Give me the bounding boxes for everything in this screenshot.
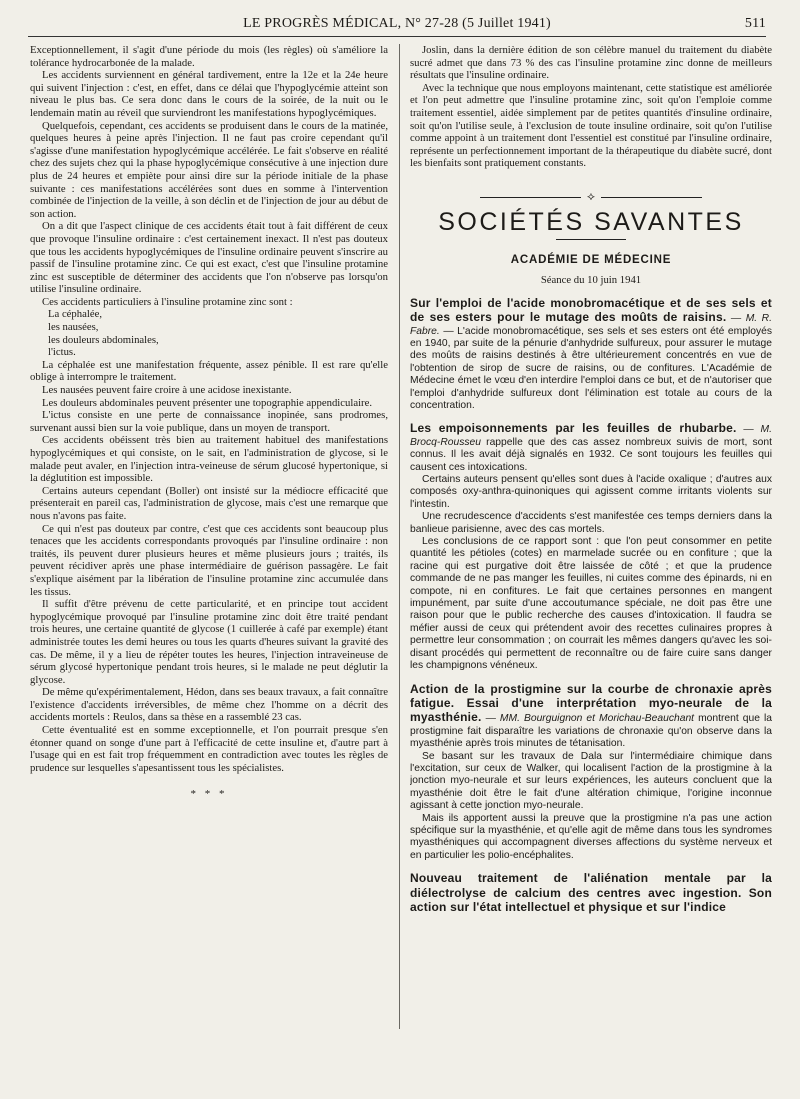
article: [410, 872, 772, 915]
journal-title: LE PROGRÈS MÉDICAL, N° 27-28 (5 Juillet 1941): [243, 16, 551, 31]
paragraph: Joslin, dans la dernière édition de son célèbre manuel du traitement du diabète sucré admet que dans 73 % des cas l'insuline protamine zinc donne de meilleurs résultats que l'insuline ordinaire.: [410, 44, 772, 82]
paragraph: Ces accidents particuliers à l'insuline protamine zinc sont :: [42, 295, 293, 308]
article-body: montrent que la prostigmine fait disparaître les variations de chronaxie qu'on observe dans la myasthénie après trois minutes de tétanisation.: [410, 713, 772, 750]
article-paragraph: Se basant sur les travaux de Dala sur l'intermédiaire chimique dans l'excitation, sur ceux de Walker, qui localisent l'action de la prostigmine à la jonction myo-neurale et sur leurs expériences, les auteurs concluent que la myasthénie doit être le fait d'une altération chimique, l'origine inconnue agissant à cette jonction myo-neurale.: [410, 750, 772, 812]
paragraph: On a dit que l'aspect clinique de ces accidents était tout à fait différent de ceux que provoque l'insuline ordinaire : c'est certainement inexact. Il n'est pas douteux que tous les accidents hypoglycémiques de l'insuline ordinaire peuvent s'inscrire au passif de l'insuline protamine zinc. Ce qui est exact, c'est que l'insuline protamine zinc est susceptible de déterminer des accidents que l'on n'observe pas lorsqu'on utilise l'insuline ordinaire.: [30, 220, 388, 296]
paragraph: Certains auteurs cependant (Boller) ont insisté sur la médiocre efficacité que présenterait en pareil cas, l'administration de glycose, mais c'est une remarque que nous n'avons pas faite.: [30, 484, 388, 522]
list-item: les nausées,: [48, 321, 99, 334]
article-authors: — M. R. Fabre.: [410, 313, 772, 337]
article-text: [410, 422, 772, 474]
article-paragraph: Mais ils apportent aussi la preuve que la prostigmine n'a pas une action spécifique sur la myasthénie, et qu'elle agit de même dans tous les syndromes myasthéniques qui accompagnent diverses affections du système nerveux et en particulier les polio-encéphalites.: [410, 812, 772, 861]
paragraph: Ces accidents obéissent très bien au traitement habituel des manifestations hypoglycémiques et qui consiste, on le sait, en l'administration de glycose, si le malade peut avaler, en l'injection intra-veineuse de sérum glucosé hypertonique, si la déglutition est impossible.: [30, 434, 388, 485]
paragraph: Il suffit d'être prévenu de cette particularité, et en principe tout accident hypoglycémique provoqué par l'insuline protamine zinc doit être traité pendant trois heures, une certaine quantité de glycose (1 cuillerée à café par exemple) étant administrée toutes les demi heures ou tous les quarts d'heures suivant la gravité des cas. De même, il y a lieu de répéter toutes les heures, l'injection intraveineuse de sérum glycosé hypertonique pendant trois heures, si le malade ne peut déglutir la glycose.: [30, 598, 388, 686]
article-paragraph: Certains auteurs pensent qu'elles sont dues à l'acide oxalique ; d'autres aux composés oxy-anthra-quinoniques qui agissent comme irritants violents sur l'intestin.: [410, 474, 772, 510]
session-date: Séance du 10 juin 1941: [540, 274, 642, 287]
article-text: [410, 683, 772, 751]
paragraph: L'ictus consiste en une perte de connaissance inopinée, sans prodromes, survenant aussi bien sur la voie publique, dans un moyen de transport.: [30, 409, 388, 434]
section-break-stars: * * *: [190, 788, 228, 801]
list-item: La céphalée,: [48, 308, 102, 321]
title-rule: [556, 239, 626, 240]
article: [410, 297, 772, 413]
paragraph: Exceptionnellement, il s'agit d'une période du mois (les règles) où s'améliore la tolérance hydrocarbonée de la malade.: [30, 44, 388, 69]
paragraph: Avec la technique que nous employons maintenant, cette statistique est améliorée et l'on peut admettre que l'insuline protamine zinc, soit qu'on l'emploie comme traitement essentiel, aidée simplement par de petites quantités d'insuline ordinaire, soit qu'on l'utilise seule, à l'exclusion de toute insuline ordinaire, soit qu'on l'utilise comme appoint à un traitement dont l'essentiel est constitué par l'insuline ordinaire, représente un perfectionnement important de la thérapeutique du diabète sucré, dont les bienfaits sont pratiquement constants.: [410, 81, 772, 170]
article-body: — L'acide monobromacétique, ses sels et ses esters ont été employés en 1940, par suite de la pénurie d'anhydride sulfureux, pour assurer le mutage des moûts de raisins destinés à être ultérieurement concentrés en vue de l'obtention de sirop de sucre de raisins, ou de confitures. L'Académie de Médecine émet le vœu d'en interdire l'emploi dans ce but, et de n'autoriser que l'emploi d'anhydride sulfureux dont l'élimination est totale au cours de la concentration.: [410, 325, 772, 411]
right-column: [410, 44, 772, 1034]
article-authors: — MM. Bourguignon et Morichau-Beauchant: [485, 713, 695, 725]
ornament-glyph: ⟡: [581, 189, 601, 203]
section-title: SOCIÉTÉS SAVANTES: [438, 207, 744, 236]
header-rule: [28, 36, 766, 37]
article-body: rappelle que des cas assez nombreux suivis de mort, sont connus. Il les avait déjà signalés en 1932. Ce sont toujours les feuilles qui causent ces intoxications.: [410, 436, 772, 473]
page-number: 511: [744, 16, 766, 31]
article-paragraph: Les conclusions de ce rapport sont : que l'on peut consommer en petite quantité les pétioles (cotes) en marmelade sucrée ou en confiture ; que la racine qui est purgative doit être laissée de côté ; et que la prudence commande de ne pas manger les feuilles, ni cuites comme des épinards, ni en compote, ni en confitures. Le fait que certaines personnes en mangent impunément, par suite d'une accoutumance spéciale, ne doit pas être une raison pour que le public recherche des causes d'intoxication. Il faudra se méfier aussi de ceux qui prétendent avoir des recettes culinaires propres à permettre leur consommation ; on courrait les mêmes dangers qu'avec les soi-disant procédés qui permettent de reconnaître ou de faire cuire sans danger les champignons vénéneux.: [410, 536, 772, 672]
academy-heading: ACADÉMIE DE MÉDECINE: [510, 253, 672, 266]
ornament-divider: [410, 190, 772, 204]
article-authors: — M. Brocq-Rousseu: [410, 424, 772, 448]
paragraph: De même qu'expérimentalement, Hédon, dans ses beaux travaux, a fait connaître l'existence d'accidents irréversibles, de même chez l'homme on a décrit des accidents mortels : Reulos, dans sa thèse en a rassemblé 23 cas.: [30, 686, 388, 724]
paragraph: La céphalée est une manifestation fréquente, assez pénible. Il est rare qu'elle oblige à interrompre le traitement.: [30, 358, 388, 384]
paragraph: Les nausées peuvent faire croire à une acidose inexistante.: [42, 384, 292, 397]
article-title: Action de la prostigmine sur la courbe de chronaxie après fatigue. Essai d'une interprétation myo-neurale de la myasthénie.: [410, 681, 772, 725]
article-title: Nouveau traitement de l'aliénation mentale par la diélectrolyse de calcium des centres avec ingestion. Son action sur l'état intellectuel et physique et sur l'indice: [410, 871, 772, 914]
paragraph: Cette éventualité est en somme exceptionnelle, et l'on pourrait presque s'en étonner quand on songe d'une part à l'efficacité de cette insuline et, d'autre part à l'usage qui en est fait trop fréquemment en contradiction avec toutes les règles de prudence sur lesquelles s'apesantissent tous les spécialistes.: [30, 724, 388, 774]
article: [410, 683, 772, 863]
list-item: les douleurs abdominales,: [48, 333, 159, 346]
article-title: Sur l'emploi de l'acide monobromacétique et de ses sels et de ses esters pour le mutage des moûts de raisins.: [410, 295, 772, 325]
column-divider: [399, 44, 400, 1029]
page-header: [28, 16, 766, 34]
article-paragraph: Une recrudescence d'accidents s'est manifestée ces temps derniers dans la banlieue parisienne, avec des cas mortels.: [410, 511, 772, 535]
paragraph: Quelquefois, cependant, ces accidents se produisent dans le cours de la matinée, quelques heures à peine après l'injection. Il ne faut pas croire cependant qu'il s'agisse d'une manifestation hypoglycémique accélérée. Le fait s'observe en réalité chez des sujets chez qui la phase hypoglycémique consécutive à une injection dure plus de 24 heures et empiète pour ainsi dire sur la période initiale de la phase suivante : ces manifestations accélérées sont dues en somme à l'intervention combinée de l'injection de la veille, à son déclin et de l'injection de jour au début de son action.: [30, 119, 388, 220]
article: [410, 422, 772, 672]
list-item: l'ictus.: [48, 346, 76, 359]
article-title: Les empoisonnements par les feuilles de rhubarbe.: [410, 421, 737, 436]
paragraph: Les accidents surviennent en général tardivement, entre la 12e et la 24e heure qui suivent l'injection : c'est, en effet, dans ce délai que l'hypoglycémie atteint son niveau le plus bas. Ce sera donc dans le cours de la soirée, de la nuit ou le lendemain matin au réveil que surviendront les manifestations hypoglycémiques.: [30, 69, 388, 119]
article-text: [410, 872, 772, 915]
left-column: [30, 44, 388, 1034]
symptom-list: [30, 308, 388, 358]
article-text: [410, 297, 772, 413]
paragraph: Ce qui n'est pas douteux par contre, c'est que ces accidents sont beaucoup plus tenaces que les accidents correspondants provoqués par l'insuline ordinaire : non traités, ils peuvent durer plusieurs heures et même plusieurs jours ; traités, ils peuvent récidiver après une phase intermédiaire de guérison passagère. Le fait s'explique aisément par la libération de l'insuline protamine zinc accumulée dans les tissus.: [30, 522, 388, 598]
paragraph: Les douleurs abdominales peuvent présenter une topographie appendiculaire.: [42, 396, 373, 409]
